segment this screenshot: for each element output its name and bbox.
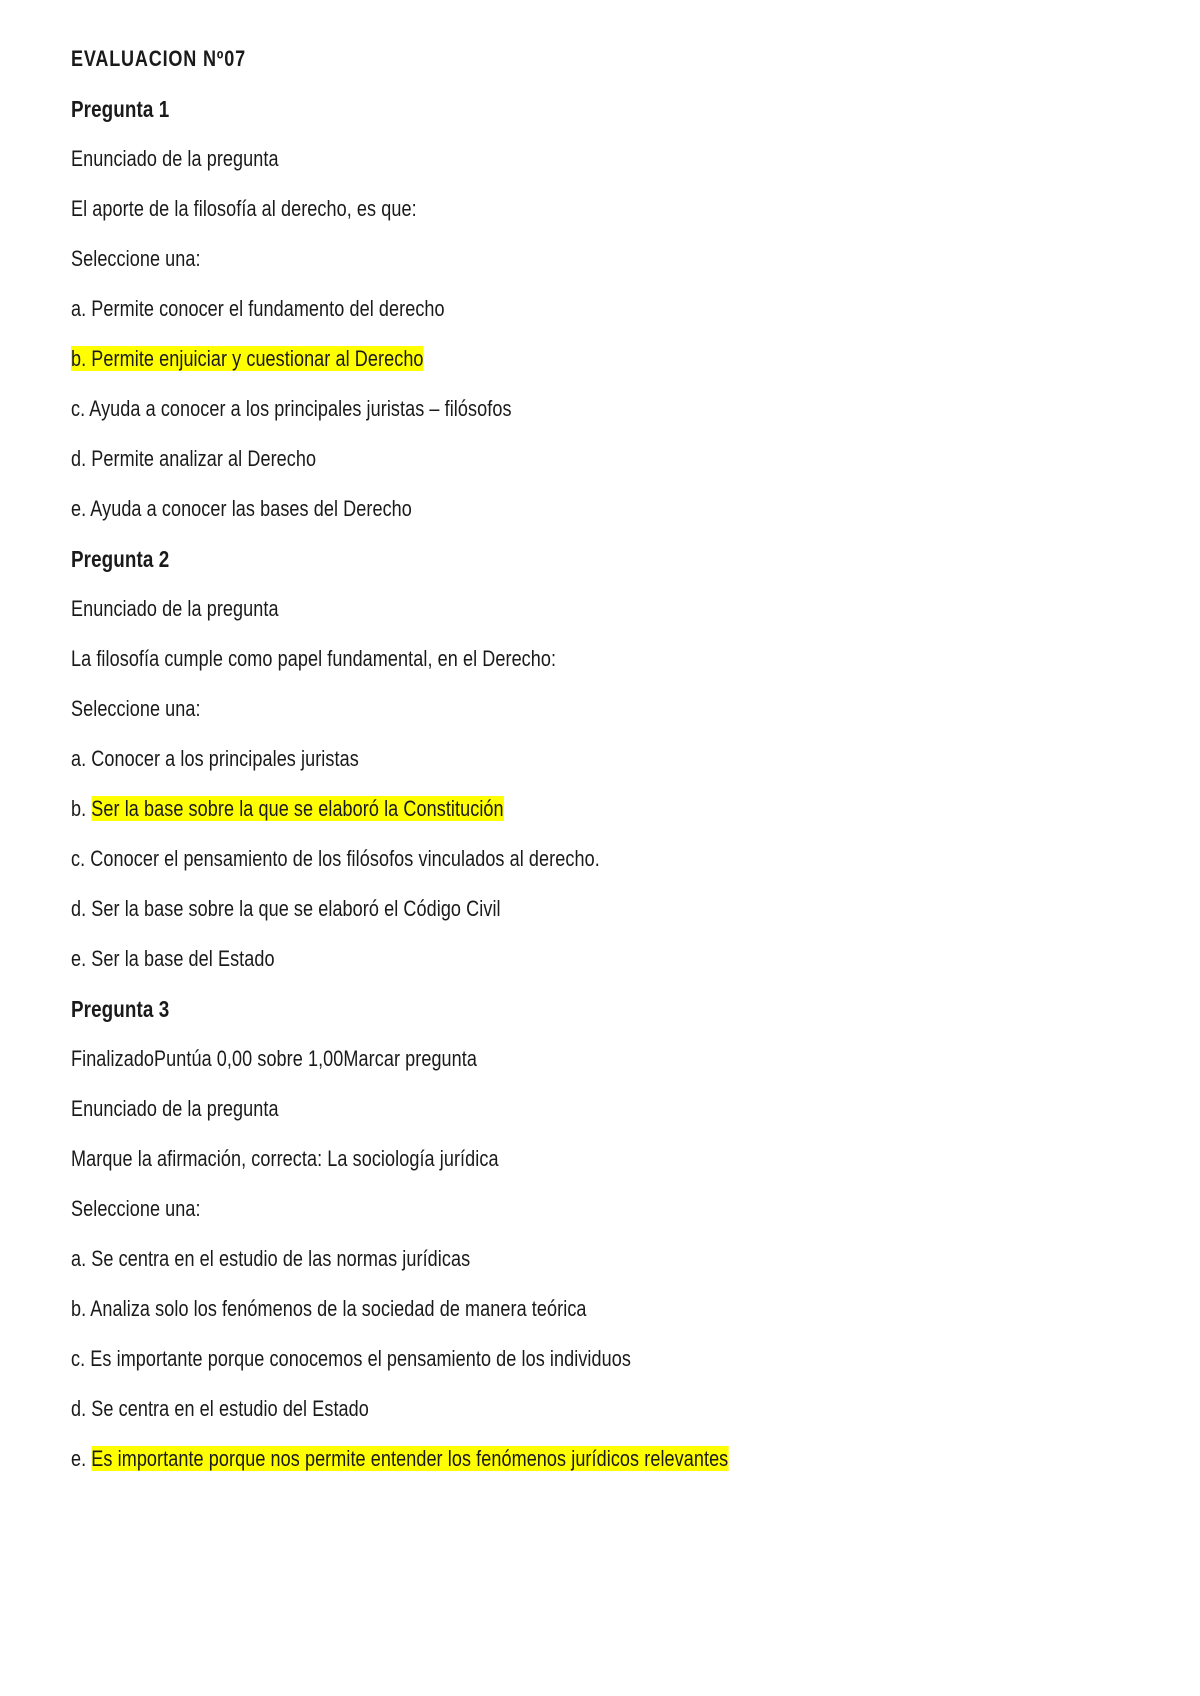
question-3-status: FinalizadoPuntúa 0,00 sobre 1,00Marcar pregunta (71, 1046, 478, 1071)
option-text: c. Es importante porque conocemos el pensamiento de los individuos (71, 1346, 631, 1371)
option-text: a. Conocer a los principales juristas (71, 746, 359, 771)
question-2-option-a (71, 734, 940, 784)
question-2-heading: Pregunta 2 (71, 546, 170, 572)
question-3-option-c (71, 1334, 940, 1384)
question-1-option-e (71, 484, 940, 534)
question-3-statement: Marque la afirmación, correcta: La sociología jurídica (71, 1146, 499, 1171)
question-2-option-e (71, 934, 940, 984)
question-1-statement: El aporte de la filosofía al derecho, es que: (71, 196, 417, 221)
option-text: e. Ayuda a conocer las bases del Derecho (71, 496, 412, 521)
question-1-statement-label: Enunciado de la pregunta (71, 146, 279, 171)
question-1-heading: Pregunta 1 (71, 96, 170, 122)
option-text: b. Analiza solo los fenómenos de la sociedad de manera teórica (71, 1296, 587, 1321)
option-prefix: e. (71, 1446, 92, 1471)
question-2-statement-label: Enunciado de la pregunta (71, 596, 279, 621)
question-1-option-a (71, 284, 940, 334)
option-text: a. Permite conocer el fundamento del derecho (71, 296, 445, 321)
question-3-select-label: Seleccione una: (71, 1196, 201, 1221)
question-3-option-e (71, 1434, 940, 1484)
question-1-option-b (71, 334, 940, 384)
question-3-statement-label: Enunciado de la pregunta (71, 1096, 279, 1121)
question-3-option-b (71, 1284, 940, 1334)
highlighted-answer: Ser la base sobre la que se elaboró la Constitución (91, 796, 504, 821)
question-3-option-a (71, 1234, 940, 1284)
highlighted-answer: b. Permite enjuiciar y cuestionar al Derecho (71, 346, 424, 371)
question-1-option-c (71, 384, 940, 434)
document-page (71, 34, 1131, 1484)
option-text: d. Permite analizar al Derecho (71, 446, 317, 471)
document-title: EVALUACION Nº07 (71, 46, 246, 71)
option-text: d. Ser la base sobre la que se elaboró el Código Civil (71, 896, 501, 921)
question-3-option-d (71, 1384, 940, 1434)
question-2-statement: La filosofía cumple como papel fundamental, en el Derecho: (71, 646, 557, 671)
question-1-option-d (71, 434, 940, 484)
question-2-select-label: Seleccione una: (71, 696, 201, 721)
option-text: e. Ser la base del Estado (71, 946, 275, 971)
option-text: d. Se centra en el estudio del Estado (71, 1396, 369, 1421)
option-text: c. Ayuda a conocer a los principales juristas – filósofos (71, 396, 512, 421)
option-text: c. Conocer el pensamiento de los filósofos vinculados al derecho. (71, 846, 600, 871)
question-2-option-c (71, 834, 940, 884)
question-2-option-b (71, 784, 940, 834)
option-prefix: b. (71, 796, 92, 821)
question-1-select-label: Seleccione una: (71, 246, 201, 271)
question-2-option-d (71, 884, 940, 934)
highlighted-answer: Es importante porque nos permite entender los fenómenos jurídicos relevantes (91, 1446, 729, 1471)
question-3-heading: Pregunta 3 (71, 996, 170, 1022)
option-text: a. Se centra en el estudio de las normas jurídicas (71, 1246, 471, 1271)
